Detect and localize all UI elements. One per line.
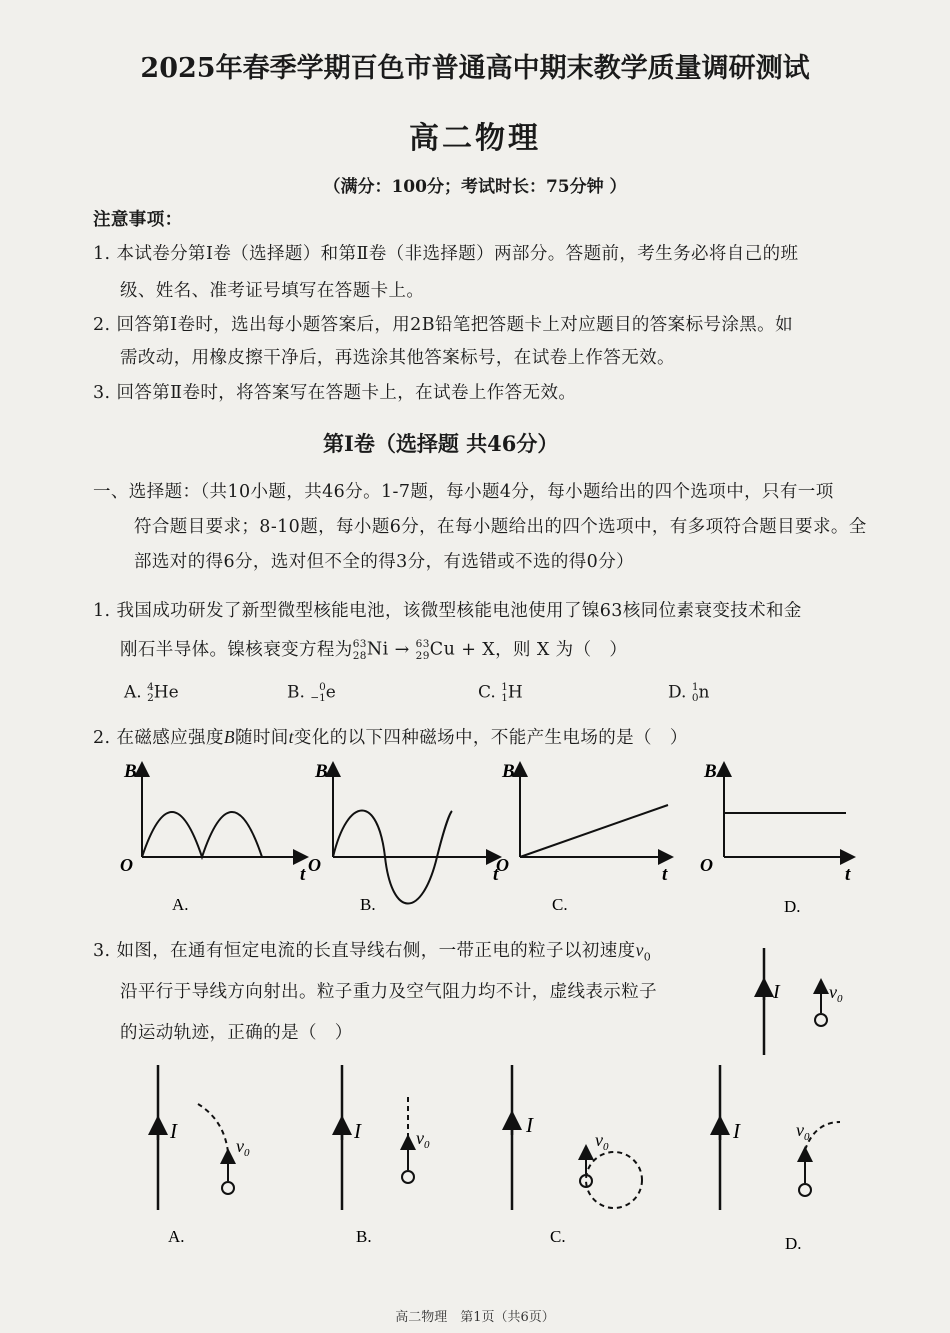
q1-stem-line2 (120, 636, 627, 662)
q1-stem-tail: + X，则 X 为（ ） (461, 640, 628, 660)
svg-text:v0: $v_0$ (796, 1120, 810, 1143)
graph-b-y-label: B (315, 761, 328, 782)
exam-title: 2025年春季学期百色市普通高中期末教学质量调研测试 (140, 53, 810, 84)
graph-b-origin: O (308, 855, 321, 875)
q1-option-a[interactable]: A. 4 2 He (124, 681, 179, 705)
graph-c-origin: O (496, 855, 509, 875)
cu-nuclide: 63 29 Cu (415, 638, 456, 662)
subject-title: 高二物理 (409, 121, 541, 156)
q3-option-a[interactable] (158, 1065, 250, 1246)
arrow-symbol: → (394, 640, 410, 660)
graph-d (700, 761, 852, 916)
graph-c-y-label: B (502, 761, 515, 782)
svg-text:A.: A. (168, 1227, 185, 1246)
q1-option-b[interactable]: B. 0 −1 e (287, 681, 336, 705)
graph-a (120, 761, 306, 914)
notice-item-2a: 2. 回答第Ⅰ卷时，选出每小题答案后，用2B铅笔把答题卡上对应题目的答案标号涂黑。如 (93, 315, 793, 335)
q3-main-figure (740, 940, 860, 1060)
q3-option-c[interactable] (512, 1065, 642, 1246)
graph-a-x-label: t (300, 864, 306, 885)
graph-d-origin: O (700, 855, 713, 875)
graph-a-label: A. (172, 895, 189, 914)
section-intro-3: 部选对的得6分，选对但不全的得3分，有选错或不选的得0分） (134, 552, 634, 572)
q2-stem: 2. 在磁感应强度B随时间t变化的以下四种磁场中，不能产生电场的是（ ） (93, 727, 688, 748)
svg-text:v0: $v_0$ (236, 1136, 250, 1159)
svg-text:I: I (526, 1113, 533, 1137)
graph-a-y-label: B (124, 761, 137, 782)
notice-item-1b: 级、姓名、准考证号填写在答题卡上。 (120, 281, 425, 301)
q3-stem-line2: 沿平行于导线方向射出。粒子重力及空气阻力均不计，虚线表示粒子 (120, 982, 657, 1002)
graph-b-label: B. (360, 895, 376, 914)
graph-d-y-label: B (704, 761, 717, 782)
q1-option-d[interactable]: D. 1 0 n (668, 681, 710, 705)
notice-item-1a: 1. 本试卷分第Ⅰ卷（选择题）和第Ⅱ卷（非选择题）两部分。答题前，考生务必将自己的班 (93, 244, 799, 264)
page-footer: 高二物理 第1页（共6页） (395, 1310, 555, 1325)
q3-option-d[interactable] (720, 1065, 840, 1253)
wire-current-label: I (773, 981, 780, 1003)
svg-text:I: I (733, 1119, 740, 1143)
q1-stem-text: 刚石半导体。镍核衰变方程为 (120, 640, 353, 660)
graph-b (308, 761, 499, 914)
svg-text:C.: C. (550, 1227, 566, 1246)
section-intro-1: 一、选择题：（共10小题，共46分。1-7题，每小题4分，每小题给出的四个选项中，只有一项 (93, 482, 834, 502)
svg-text:v0: $v_0$ (416, 1128, 430, 1151)
ni-nuclide: 63 28 Ni (352, 638, 389, 662)
section-intro-2: 符合题目要求；8-10题，每小题6分，在每小题给出的四个选项中，有多项符合题目要求。全 (134, 517, 867, 537)
q3-stem-line1: 3. 如图，在通有恒定电流的长直导线右侧，一带正电的粒子以初速度$v_0$ (93, 940, 652, 964)
graph-d-x-label: t (845, 864, 851, 885)
exam-info: （满分：100分；考试时长：75分钟 ） (323, 177, 627, 197)
q2-graphs (100, 755, 870, 920)
notice-item-3: 3. 回答第Ⅱ卷时，将答案写在答题卡上，在试卷上作答无效。 (93, 383, 577, 403)
graph-c-label: C. (552, 895, 568, 914)
graph-d-label: D. (784, 897, 801, 916)
main-v0-label: $v_0$ (829, 982, 843, 1005)
svg-text:I: I (170, 1119, 177, 1143)
graph-a-origin: O (120, 855, 133, 875)
q3-options (110, 1060, 870, 1260)
section-title: 第Ⅰ卷（选择题 共46分） (323, 431, 559, 456)
q3-option-b[interactable] (342, 1065, 430, 1246)
svg-text:v0: $v_0$ (595, 1130, 609, 1153)
svg-text:I: I (354, 1119, 361, 1143)
q3-stem-line3: 的运动轨迹，正确的是（ ） (120, 1023, 353, 1043)
svg-text:B.: B. (356, 1227, 372, 1246)
svg-text:D.: D. (785, 1234, 802, 1253)
graph-c (496, 761, 670, 914)
notice-item-2b: 需改动，用橡皮擦干净后，再选涂其他答案标号，在试卷上作答无效。 (120, 348, 675, 368)
graph-b-x-label: t (493, 864, 499, 885)
notice-heading: 注意事项： (93, 210, 183, 230)
q1-stem-line1: 1. 我国成功研发了新型微型核能电池，该微型核能电池使用了镍63核同位素衰变技术和金 (93, 601, 802, 621)
graph-c-x-label: t (662, 864, 668, 885)
q1-option-c[interactable]: C. 1 1 H (478, 681, 523, 705)
